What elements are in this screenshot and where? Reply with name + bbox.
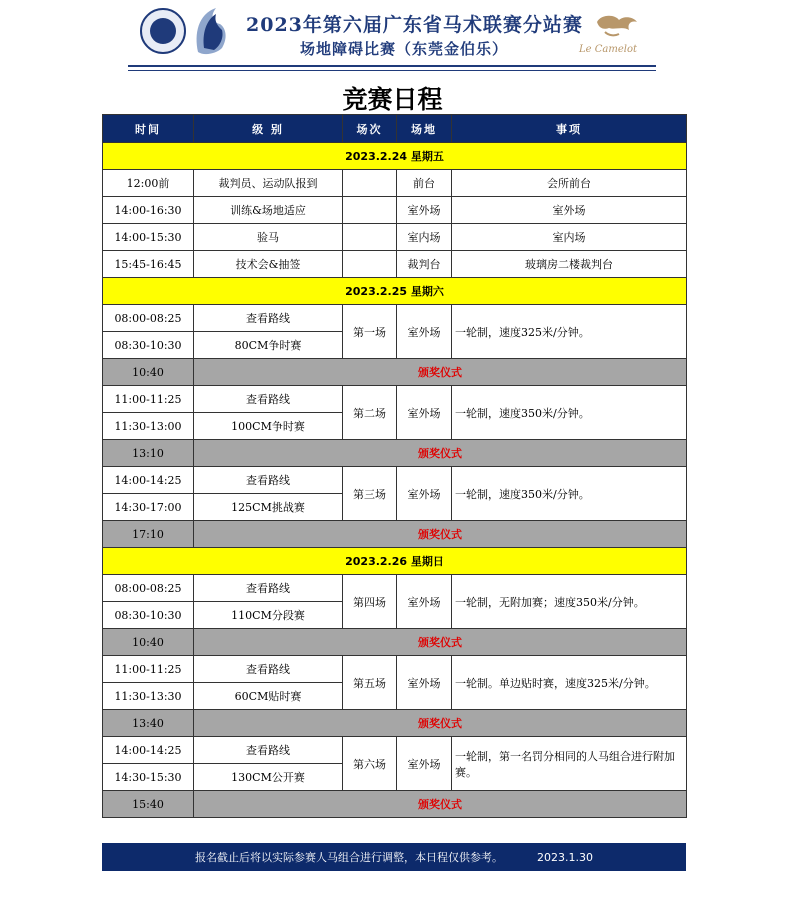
award-row [103,710,687,737]
time-cell: 14:30-17:00 [103,494,194,521]
session-cell: 第六场 [343,737,397,791]
note-cell: 会所前台 [452,170,687,197]
time-cell: 11:00-11:25 [103,386,194,413]
table-row [103,386,687,413]
level-cell: 查看路线 [194,305,343,332]
time-cell: 14:30-15:30 [103,764,194,791]
table-row [103,467,687,494]
venue-cell: 室外场 [397,656,452,710]
note-cell: 一轮制，第一名罚分相同的人马组合进行附加赛。 [452,737,687,791]
award-time: 17:10 [103,521,194,548]
time-cell: 15:45-16:45 [103,251,194,278]
time-cell: 12:00前 [103,170,194,197]
session-cell [343,170,397,197]
day-row [103,143,687,170]
session-cell [343,197,397,224]
award-row [103,629,687,656]
note-cell: 玻璃房二楼裁判台 [452,251,687,278]
svg-text:Le Camelot: Le Camelot [579,44,637,55]
award-time: 13:40 [103,710,194,737]
table-row [103,305,687,332]
session-cell: 第二场 [343,386,397,440]
level-cell: 110CM分段赛 [194,602,343,629]
time-cell: 11:00-11:25 [103,656,194,683]
note-cell: 一轮制，速度325米/分钟。 [452,305,687,359]
venue-cell: 裁判台 [397,251,452,278]
federation-logo-icon [140,8,186,54]
time-cell: 14:00-15:30 [103,224,194,251]
col-header-note: 事项 [452,115,687,143]
time-cell: 14:00-14:25 [103,737,194,764]
level-cell: 裁判员、运动队报到 [194,170,343,197]
session-cell: 第四场 [343,575,397,629]
table-row [103,197,687,224]
level-cell: 技术会&抽签 [194,251,343,278]
table-row [103,737,687,764]
venue-cell: 室外场 [397,305,452,359]
level-cell: 验马 [194,224,343,251]
horse-logo-icon [190,4,232,56]
level-cell: 训练&场地适应 [194,197,343,224]
time-cell: 08:30-10:30 [103,602,194,629]
award-time: 10:40 [103,359,194,386]
page-title: 竞赛日程 [342,85,443,114]
level-cell: 100CM争时赛 [194,413,343,440]
time-cell: 14:00-16:30 [103,197,194,224]
venue-cell: 室外场 [397,467,452,521]
level-cell: 60CM贴时赛 [194,683,343,710]
level-cell: 80CM争时赛 [194,332,343,359]
award-time: 10:40 [103,629,194,656]
table-row [103,656,687,683]
note-cell: 一轮制，无附加赛；速度350米/分钟。 [452,575,687,629]
time-cell: 11:30-13:00 [103,413,194,440]
header [0,0,785,80]
note-cell: 一轮制。单边贴时赛，速度325米/分钟。 [452,656,687,710]
venue-cell: 室外场 [397,197,452,224]
col-header-session: 场次 [343,115,397,143]
time-cell: 08:00-08:25 [103,305,194,332]
level-cell: 查看路线 [194,575,343,602]
session-cell [343,224,397,251]
col-header-level: 级 别 [194,115,343,143]
level-cell: 查看路线 [194,737,343,764]
event-subtitle: 场地障碍比赛（东莞金伯乐） [300,40,509,58]
award-row [103,359,687,386]
award-time: 15:40 [103,791,194,818]
venue-cell: 室外场 [397,575,452,629]
footer-date: 2023.1.30 [537,850,593,864]
award-label: 颁奖仪式 [194,791,687,818]
award-time: 13:10 [103,440,194,467]
day-label: 2023.2.24 星期五 [103,143,687,170]
level-cell: 125CM挑战赛 [194,494,343,521]
level-cell: 130CM公开赛 [194,764,343,791]
le-camelot-logo-icon [575,8,645,56]
award-row [103,521,687,548]
table-row [103,575,687,602]
award-label: 颁奖仪式 [194,710,687,737]
award-row [103,791,687,818]
footer [102,843,686,871]
col-header-time: 时间 [103,115,194,143]
table-row [103,224,687,251]
award-label: 颁奖仪式 [194,629,687,656]
footer-note: 报名截止后将以实际参赛人马组合进行调整，本日程仅供参考。 [195,851,503,864]
time-cell: 14:00-14:25 [103,467,194,494]
level-cell: 查看路线 [194,656,343,683]
time-cell: 08:30-10:30 [103,332,194,359]
day-row [103,548,687,575]
note-cell: 室外场 [452,197,687,224]
venue-cell: 前台 [397,170,452,197]
session-cell [343,251,397,278]
day-row [103,278,687,305]
level-cell: 查看路线 [194,386,343,413]
table-row [103,251,687,278]
venue-cell: 室外场 [397,386,452,440]
award-row [103,440,687,467]
schedule-table [102,114,687,818]
level-cell: 查看路线 [194,467,343,494]
award-label: 颁奖仪式 [194,521,687,548]
col-header-venue: 场地 [397,115,452,143]
award-label: 颁奖仪式 [194,440,687,467]
table-row [103,170,687,197]
note-cell: 一轮制，速度350米/分钟。 [452,386,687,440]
venue-cell: 室外场 [397,737,452,791]
event-title: 2023年第六届广东省马术联赛分站赛 [246,14,583,36]
time-cell: 11:30-13:30 [103,683,194,710]
table-header-row [103,115,687,143]
session-cell: 第五场 [343,656,397,710]
session-cell: 第一场 [343,305,397,359]
note-cell: 室内场 [452,224,687,251]
award-label: 颁奖仪式 [194,359,687,386]
day-label: 2023.2.26 星期日 [103,548,687,575]
note-cell: 一轮制，速度350米/分钟。 [452,467,687,521]
day-label: 2023.2.25 星期六 [103,278,687,305]
time-cell: 08:00-08:25 [103,575,194,602]
session-cell: 第三场 [343,467,397,521]
venue-cell: 室内场 [397,224,452,251]
